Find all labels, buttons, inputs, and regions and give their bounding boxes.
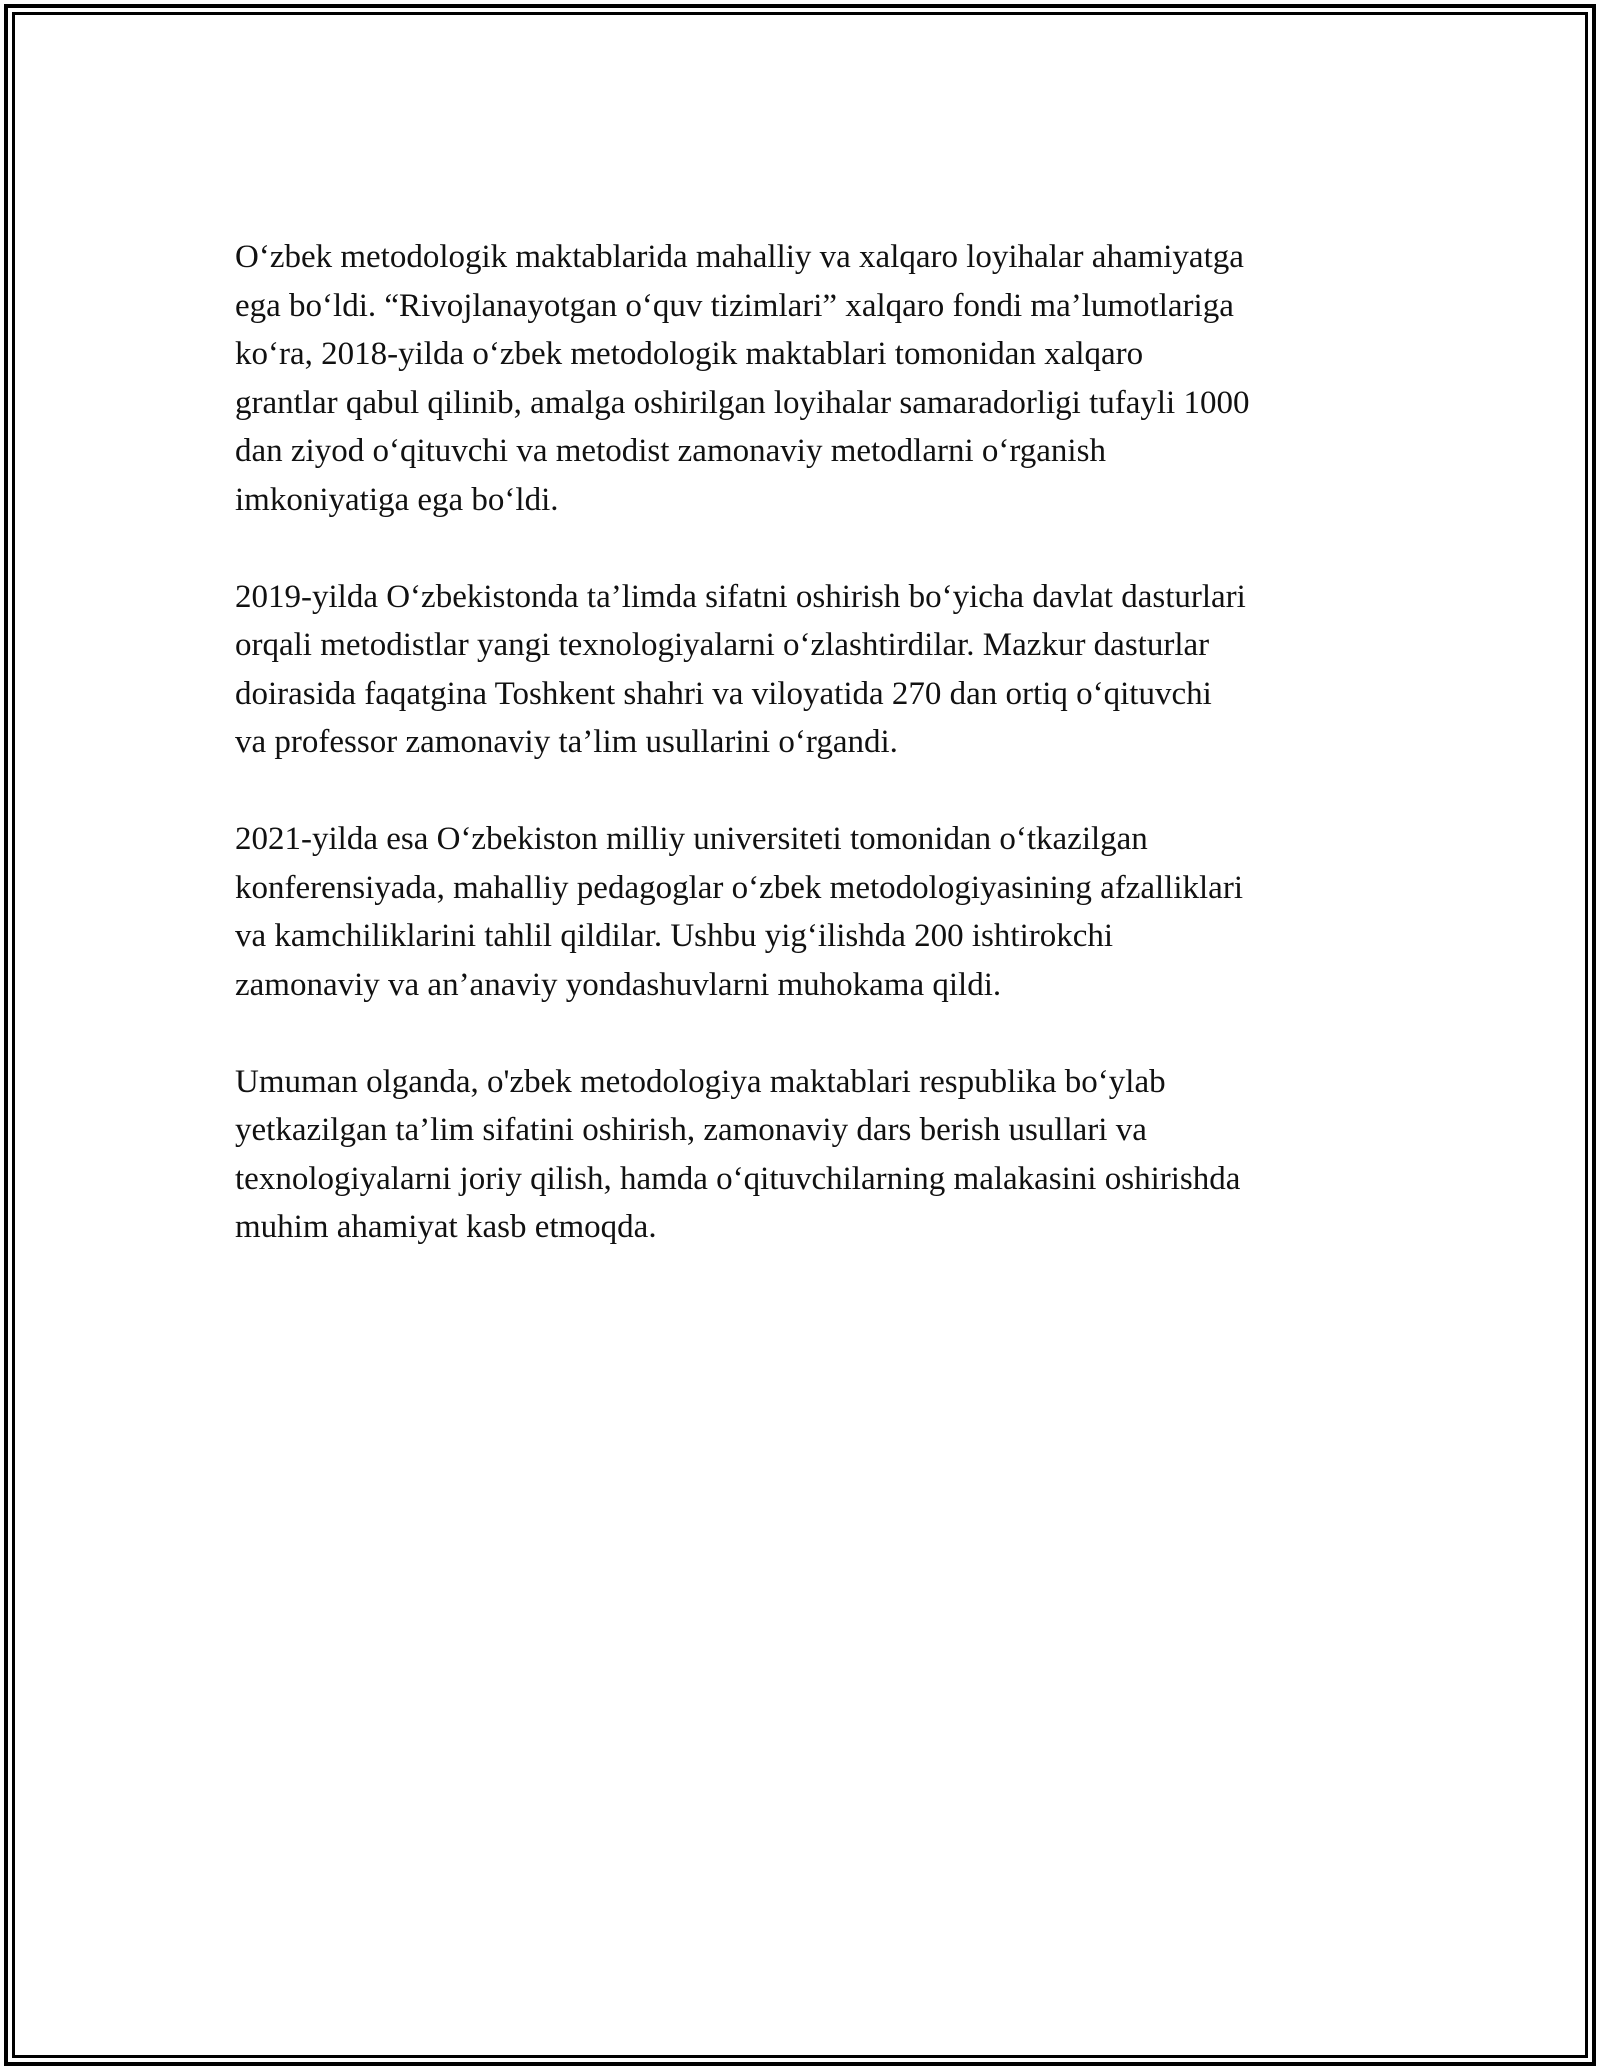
paragraph-1: O‘zbek metodologik maktablarida mahalliy va xalqaro loyihalar ahamiyatga ega bo‘ldi. “Rivojlanayotgan o‘quv tizimlari” xalqaro fondi ma’lumotlariga ko‘ra, 2018-yilda o‘zbek metodologik maktablari tomonidan xalqaro grantlar qabul qilinib, amalga oshirilgan loyihalar samaradorligi tufayli 1000 dan ziyod o‘qituvchi va metodist zamonaviy metodlarni o‘rganish imkoniyatiga ega bo‘ldi. — [235, 239, 1250, 518]
paragraph-2: 2019-yilda O‘zbekistonda ta’limda sifatni oshirish bo‘yicha davlat dasturlari orqali metodistlar yangi texnologiyalarni o‘zlashtirdilar. Mazkur dasturlar doirasida faqatgina Toshkent shahri va viloyatida 270 dan ortiq o‘qituvchi va professor zamonaviy ta’lim usullarini o‘rgandi. — [235, 578, 1246, 760]
paragraph-4: Umuman olganda, o'zbek metodologiya maktablari respublika bo‘ylab yetkazilgan ta’lim sifatini oshirish, zamonaviy dars berish usullari va texnologiyalarni joriy qilish, hamda o‘qituvchilarning malakasini oshirishda muhim ahamiyat kasb etmoqda. — [235, 1063, 1241, 1245]
paragraph-3: 2021-yilda esa O‘zbekiston milliy universiteti tomonidan o‘tkazilgan konferensiyada, mahalliy pedagoglar o‘zbek metodologiyasining afzalliklari va kamchiliklarini tahlil qildilar. Ushbu yig‘ilishda 200 ishtirokchi zamonaviy va an’anaviy yondashuvlarni muhokama qildi. — [235, 821, 1243, 1003]
document-body — [235, 233, 1365, 1300]
